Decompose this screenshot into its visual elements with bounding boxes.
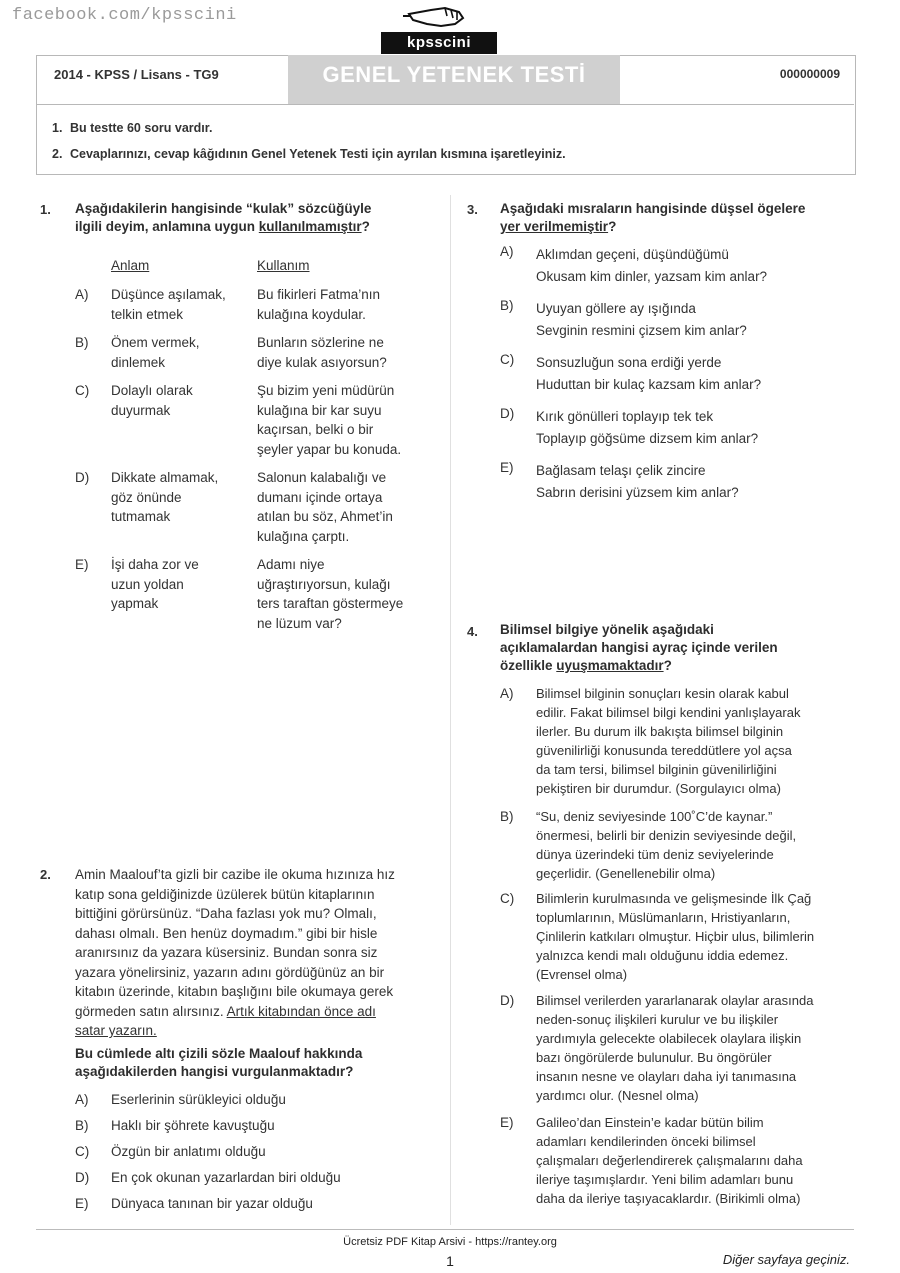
page-number: 1: [446, 1253, 454, 1269]
option-row[interactable]: C) Özgün bir anlatımı olduğu: [75, 1144, 266, 1159]
logo-wordmark: kpsscini: [381, 32, 497, 54]
option-row[interactable]: B) Haklı bir şöhrete kavuştuğu: [75, 1118, 275, 1133]
instruction-item: [52, 121, 212, 135]
option-label[interactable]: A): [75, 287, 89, 302]
option-label[interactable]: D): [75, 470, 90, 485]
option-label[interactable]: E): [75, 557, 89, 572]
booklet-code: 000000009: [779, 67, 840, 81]
column-divider: [450, 195, 451, 1225]
question-2-options: [75, 1090, 341, 1220]
option-label[interactable]: B): [75, 335, 89, 350]
option-usage: Şu bizim yeni müdürün kulağına bir kar suyu kaçırsan, belki o bir şeyler yapar bu konuda.: [257, 383, 402, 457]
question-4-stem: Bilimsel bilgiye yönelik aşağıdaki açıklamalardan hangisi ayraç içinde verilen özellikle uyuşmamaktadır?: [500, 622, 778, 673]
stem-text: ?: [361, 219, 370, 234]
next-page-note: Diğer sayfaya geçiniz.: [722, 1252, 850, 1267]
stem-line: Aşağıdakilerin hangisinde “kulak” sözcüğüyle: [75, 201, 372, 216]
option-usage: Bu fikirleri Fatma’nın kulağına koydular.: [257, 287, 381, 322]
column-header-usage: Kullanım: [257, 258, 310, 273]
test-title: GENEL YETENEK TESTİ: [322, 62, 586, 87]
option-meaning: İşi daha zor ve uzun yoldan yapmak: [111, 557, 199, 611]
question-2-passage: Amin Maalouf’ta gizli bir cazibe ile okuma hızınıza hız katıp sona geldiğinizde üzülerek bütün kitaplarının bittiğini görürsünüz. “Daha fazlası yok mu? Olmalı, dahası olmalı. Ben henüz doymadım.” gibi bir hisle aranırsınız da yazara küsersiniz. Bundan sonra siz yazara yönelirsiniz, yazarın adını gördüğünüz an bir kitabın üzerinde, kitabın başlığını bile okumaya gerek görmeden satın alırsınız. Artık kitabından önce adı satar yazarın.: [75, 867, 395, 1038]
question-4-number: 4.: [467, 624, 478, 639]
option-usage: Salonun kalabalığı ve dumanı içinde ortaya atılan bu söz, Ahmet’in kulağına çarptı.: [257, 470, 393, 544]
option-usage: Adamı niye uğraştırıyorsun, kulağı ters taraftan göstermeye ne lüzum var?: [257, 557, 404, 631]
stem-line: [75, 218, 435, 236]
instruction-text: Cevaplarınızı, cevap kâğıdının Genel Yetenek Testi için ayrılan kısmına işaretleyiniz.: [70, 147, 566, 161]
option-row[interactable]: D) En çok okunan yazarlardan biri olduğu: [75, 1170, 341, 1185]
pointing-hand-icon: [401, 4, 471, 30]
watermark-text: facebook.com/kpsscini: [12, 6, 237, 25]
option-text: Bilimlerin kurulmasında ve gelişmesinde İlk Çağ toplumlarının, Müslümanların, Hristiyanların, Çinlilerin katkıları olmuştur. Hiçbir ulus, bilimlerin yalnızca kendi malı olduğunu iddia edemez. (Evrensel olma): [536, 891, 815, 982]
footer-divider: [36, 1229, 854, 1230]
column-header-meaning: Anlam: [111, 258, 150, 273]
instruction-text: Bu testte 60 soru vardır.: [70, 121, 213, 135]
question-3-stem: Aşağıdaki mısraların hangisinde düşsel ögelere yer verilmemiştir?: [500, 201, 806, 234]
stem-text: ilgili deyim, anlamına uygun: [75, 219, 259, 234]
question-3-number: 3.: [467, 202, 478, 217]
option-meaning: Önem vermek, dinlemek: [111, 335, 200, 370]
option-label[interactable]: A): [500, 686, 514, 701]
brand-logo: [381, 4, 497, 52]
instruction-number: 1.: [52, 121, 63, 135]
option-label[interactable]: C): [500, 891, 515, 906]
question-2-number: 2.: [40, 867, 51, 882]
instruction-item: [52, 147, 566, 161]
option-row[interactable]: A) Eserlerinin sürükleyici olduğu: [75, 1092, 286, 1107]
option-meaning: Dikkate almamak, göz önünde tutmamak: [111, 470, 219, 524]
option-label[interactable]: B): [500, 809, 514, 824]
exam-label: 2014 - KPSS / Lisans - TG9: [54, 67, 219, 82]
option-text: Bilimsel bilginin sonuçları kesin olarak kabul edilir. Fakat bilimsel bilgi kendini yanlışlayarak ilerler. Bu durum ilk bakışta bilimsel bilginin güvenilirliği konusunda tereddütlere yol açsa da tam tersi, bilimsel bilginin güvenilirliğini pekiştiren bir durumdur. (Sorgulayıcı olma): [536, 686, 801, 796]
option-label[interactable]: E): [500, 1115, 514, 1130]
option-meaning: Dolaylı olarak duyurmak: [111, 383, 193, 418]
option-text: Bilimsel verilerden yararlanarak olaylar arasında neden-sonuç ilişkileri kurulur ve bu ilişkiler yardımıyla gelecekte olabilecek olaylara ilişkin bazı öngörülerde bulunulur. Bu öngörüler insanın nesne ve olayları daha iyi tanımasına yardımcı olur. (Nesnel olma): [536, 993, 814, 1103]
instruction-number: 2.: [52, 147, 63, 161]
option-row[interactable]: E) Dünyaca tanınan bir yazar olduğu: [75, 1196, 313, 1211]
option-usage: Bunların sözlerine ne diye kulak asıyorsun?: [257, 335, 387, 370]
option-label[interactable]: D): [500, 993, 515, 1008]
footer-source: Ücretsiz PDF Kitap Arsivi - https://rantey.org: [343, 1236, 557, 1248]
stem-underlined: kullanılmamıştır: [258, 219, 362, 234]
question-1-stem: [75, 200, 435, 236]
question-2-stem: Bu cümlede altı çizili sözle Maalouf hakkında aşağıdakilerden hangisi vurgulanmaktadır?: [75, 1046, 363, 1079]
question-1-number: 1.: [40, 202, 51, 217]
option-meaning: Düşünce aşılamak, telkin etmek: [111, 287, 226, 322]
option-text: Galileo’dan Einstein’e kadar bütün bilim adamları kendilerinden önceki bilimsel çalışmaları değerlendirerek çalışmalarını daha ileriye taşımışlardır. Yeni bilim adamları bunu daha da ileriye taşıyacaklardır. (Birikimli olma): [536, 1115, 803, 1206]
option-text: “Su, deniz seviyesinde 100˚C’de kaynar.” önermesi, belirli bir denizin seviyesinde değil, dünya üzerindeki tüm deniz seviyelerinde geçerlidir. (Genellenebilir olma): [536, 809, 797, 881]
option-label[interactable]: C): [75, 383, 90, 398]
